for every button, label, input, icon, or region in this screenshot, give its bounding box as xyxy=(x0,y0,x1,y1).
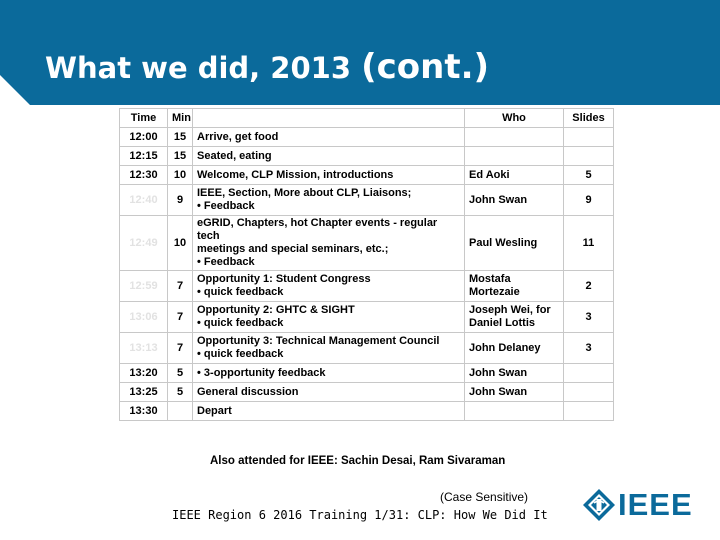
cell-min: 10 xyxy=(168,166,193,185)
cell-slides: 9 xyxy=(564,185,614,216)
cell-time: 13:13 xyxy=(120,333,168,364)
cell-topic xyxy=(193,147,465,166)
cell-time: 12:15 xyxy=(120,147,168,166)
table-header-row xyxy=(120,109,614,128)
cell-slides xyxy=(564,364,614,383)
cell-topic xyxy=(193,166,465,185)
header-who: Who xyxy=(465,109,564,128)
cell-topic xyxy=(193,402,465,421)
cell-who xyxy=(465,302,564,333)
cell-time: 12:49 xyxy=(120,216,168,271)
who-line: John Delaney xyxy=(469,341,541,354)
who-line: Ed Aoki xyxy=(469,168,510,181)
cell-who xyxy=(465,364,564,383)
cell-time: 12:00 xyxy=(120,128,168,147)
cell-slides: 3 xyxy=(564,302,614,333)
topic-line: Opportunity 3: Technical Management Council xyxy=(197,335,440,347)
case-sensitive-note: (Case Sensitive) xyxy=(440,490,529,504)
who-line: John Swan xyxy=(469,385,528,398)
cell-min: 10 xyxy=(168,216,193,271)
cell-who xyxy=(465,402,564,421)
cell-topic xyxy=(193,185,465,216)
header-time: Time xyxy=(120,109,168,128)
cell-min: 5 xyxy=(168,383,193,402)
topic-line: • Feedback xyxy=(197,200,255,212)
table-row xyxy=(120,216,614,271)
topic-line: Seated, eating xyxy=(197,149,272,162)
table-row xyxy=(120,185,614,216)
cell-slides xyxy=(564,147,614,166)
cell-slides xyxy=(564,128,614,147)
topic-line: Welcome, CLP Mission, introductions xyxy=(197,168,394,181)
who-line: Joseph Wei, for xyxy=(469,304,551,316)
header-topic xyxy=(193,109,465,128)
who-line: John Swan xyxy=(469,366,528,379)
topic-line: • quick feedback xyxy=(197,317,284,329)
table-row xyxy=(120,166,614,185)
cell-who xyxy=(465,216,564,271)
ieee-logo-text: IEEE xyxy=(618,487,693,522)
topic-line: Arrive, get food xyxy=(197,130,279,143)
cell-topic xyxy=(193,383,465,402)
table-row xyxy=(120,147,614,166)
who-line: Daniel Lottis xyxy=(469,317,536,329)
cell-min xyxy=(168,402,193,421)
cell-topic xyxy=(193,333,465,364)
footer-text: IEEE Region 6 2016 Training 1/31: CLP: How We Did It xyxy=(172,508,548,522)
cell-topic xyxy=(193,128,465,147)
cell-time: 12:59 xyxy=(120,271,168,302)
cell-time: 13:20 xyxy=(120,364,168,383)
topic-line: eGRID, Chapters, hot Chapter events - regular tech xyxy=(197,217,438,242)
cell-time: 12:30 xyxy=(120,166,168,185)
cell-time: 13:06 xyxy=(120,302,168,333)
table-row xyxy=(120,128,614,147)
cell-slides: 2 xyxy=(564,271,614,302)
topic-line: • 3-opportunity feedback xyxy=(197,366,326,379)
attendance-note: Also attended for IEEE: Sachin Desai, Ram Sivaraman xyxy=(210,455,506,467)
topic-line: • quick feedback xyxy=(197,348,284,360)
table-row xyxy=(120,364,614,383)
who-line: John Swan xyxy=(469,193,528,206)
slide-title-main: What we did, 2013 xyxy=(45,51,362,85)
cell-slides xyxy=(564,402,614,421)
table-row xyxy=(120,333,614,364)
topic-line: Opportunity 1: Student Congress xyxy=(197,273,371,285)
slide-title-paren: (cont.) xyxy=(361,47,490,87)
cell-time: 13:30 xyxy=(120,402,168,421)
cell-who xyxy=(465,166,564,185)
ieee-diamond-icon xyxy=(582,488,616,522)
table-row xyxy=(120,402,614,421)
cell-min: 15 xyxy=(168,147,193,166)
cell-who xyxy=(465,185,564,216)
cell-who xyxy=(465,383,564,402)
ieee-logo xyxy=(582,488,694,522)
topic-line: Opportunity 2: GHTC & SIGHT xyxy=(197,304,355,316)
topic-line: meetings and special seminars, etc.; xyxy=(197,243,389,255)
cell-time: 13:25 xyxy=(120,383,168,402)
cell-slides: 3 xyxy=(564,333,614,364)
who-line: Mostafa Mortezaie xyxy=(469,273,520,298)
topic-line: • Feedback xyxy=(197,256,255,268)
table-row xyxy=(120,302,614,333)
cell-who xyxy=(465,271,564,302)
header-min: Min xyxy=(168,109,193,128)
cell-who xyxy=(465,128,564,147)
header-slides: Slides xyxy=(564,109,614,128)
cell-topic xyxy=(193,271,465,302)
cell-min: 5 xyxy=(168,364,193,383)
cell-slides: 5 xyxy=(564,166,614,185)
topic-line: IEEE, Section, More about CLP, Liaisons; xyxy=(197,187,412,199)
cell-topic xyxy=(193,216,465,271)
topic-line: General discussion xyxy=(197,385,299,398)
slide-title xyxy=(45,47,489,87)
cell-who xyxy=(465,147,564,166)
cell-who xyxy=(465,333,564,364)
cell-topic xyxy=(193,302,465,333)
cell-min: 7 xyxy=(168,333,193,364)
schedule-table xyxy=(119,108,614,421)
topic-line: • quick feedback xyxy=(197,286,284,298)
cell-time: 12:40 xyxy=(120,185,168,216)
table-row xyxy=(120,383,614,402)
cell-slides xyxy=(564,383,614,402)
topic-line: Depart xyxy=(197,404,232,417)
cell-min: 7 xyxy=(168,271,193,302)
who-line: Paul Wesling xyxy=(469,236,538,249)
cell-min: 15 xyxy=(168,128,193,147)
cell-slides: 11 xyxy=(564,216,614,271)
table-row xyxy=(120,271,614,302)
cell-min: 7 xyxy=(168,302,193,333)
cell-topic xyxy=(193,364,465,383)
cell-min: 9 xyxy=(168,185,193,216)
banner-corner-cut xyxy=(0,75,30,105)
